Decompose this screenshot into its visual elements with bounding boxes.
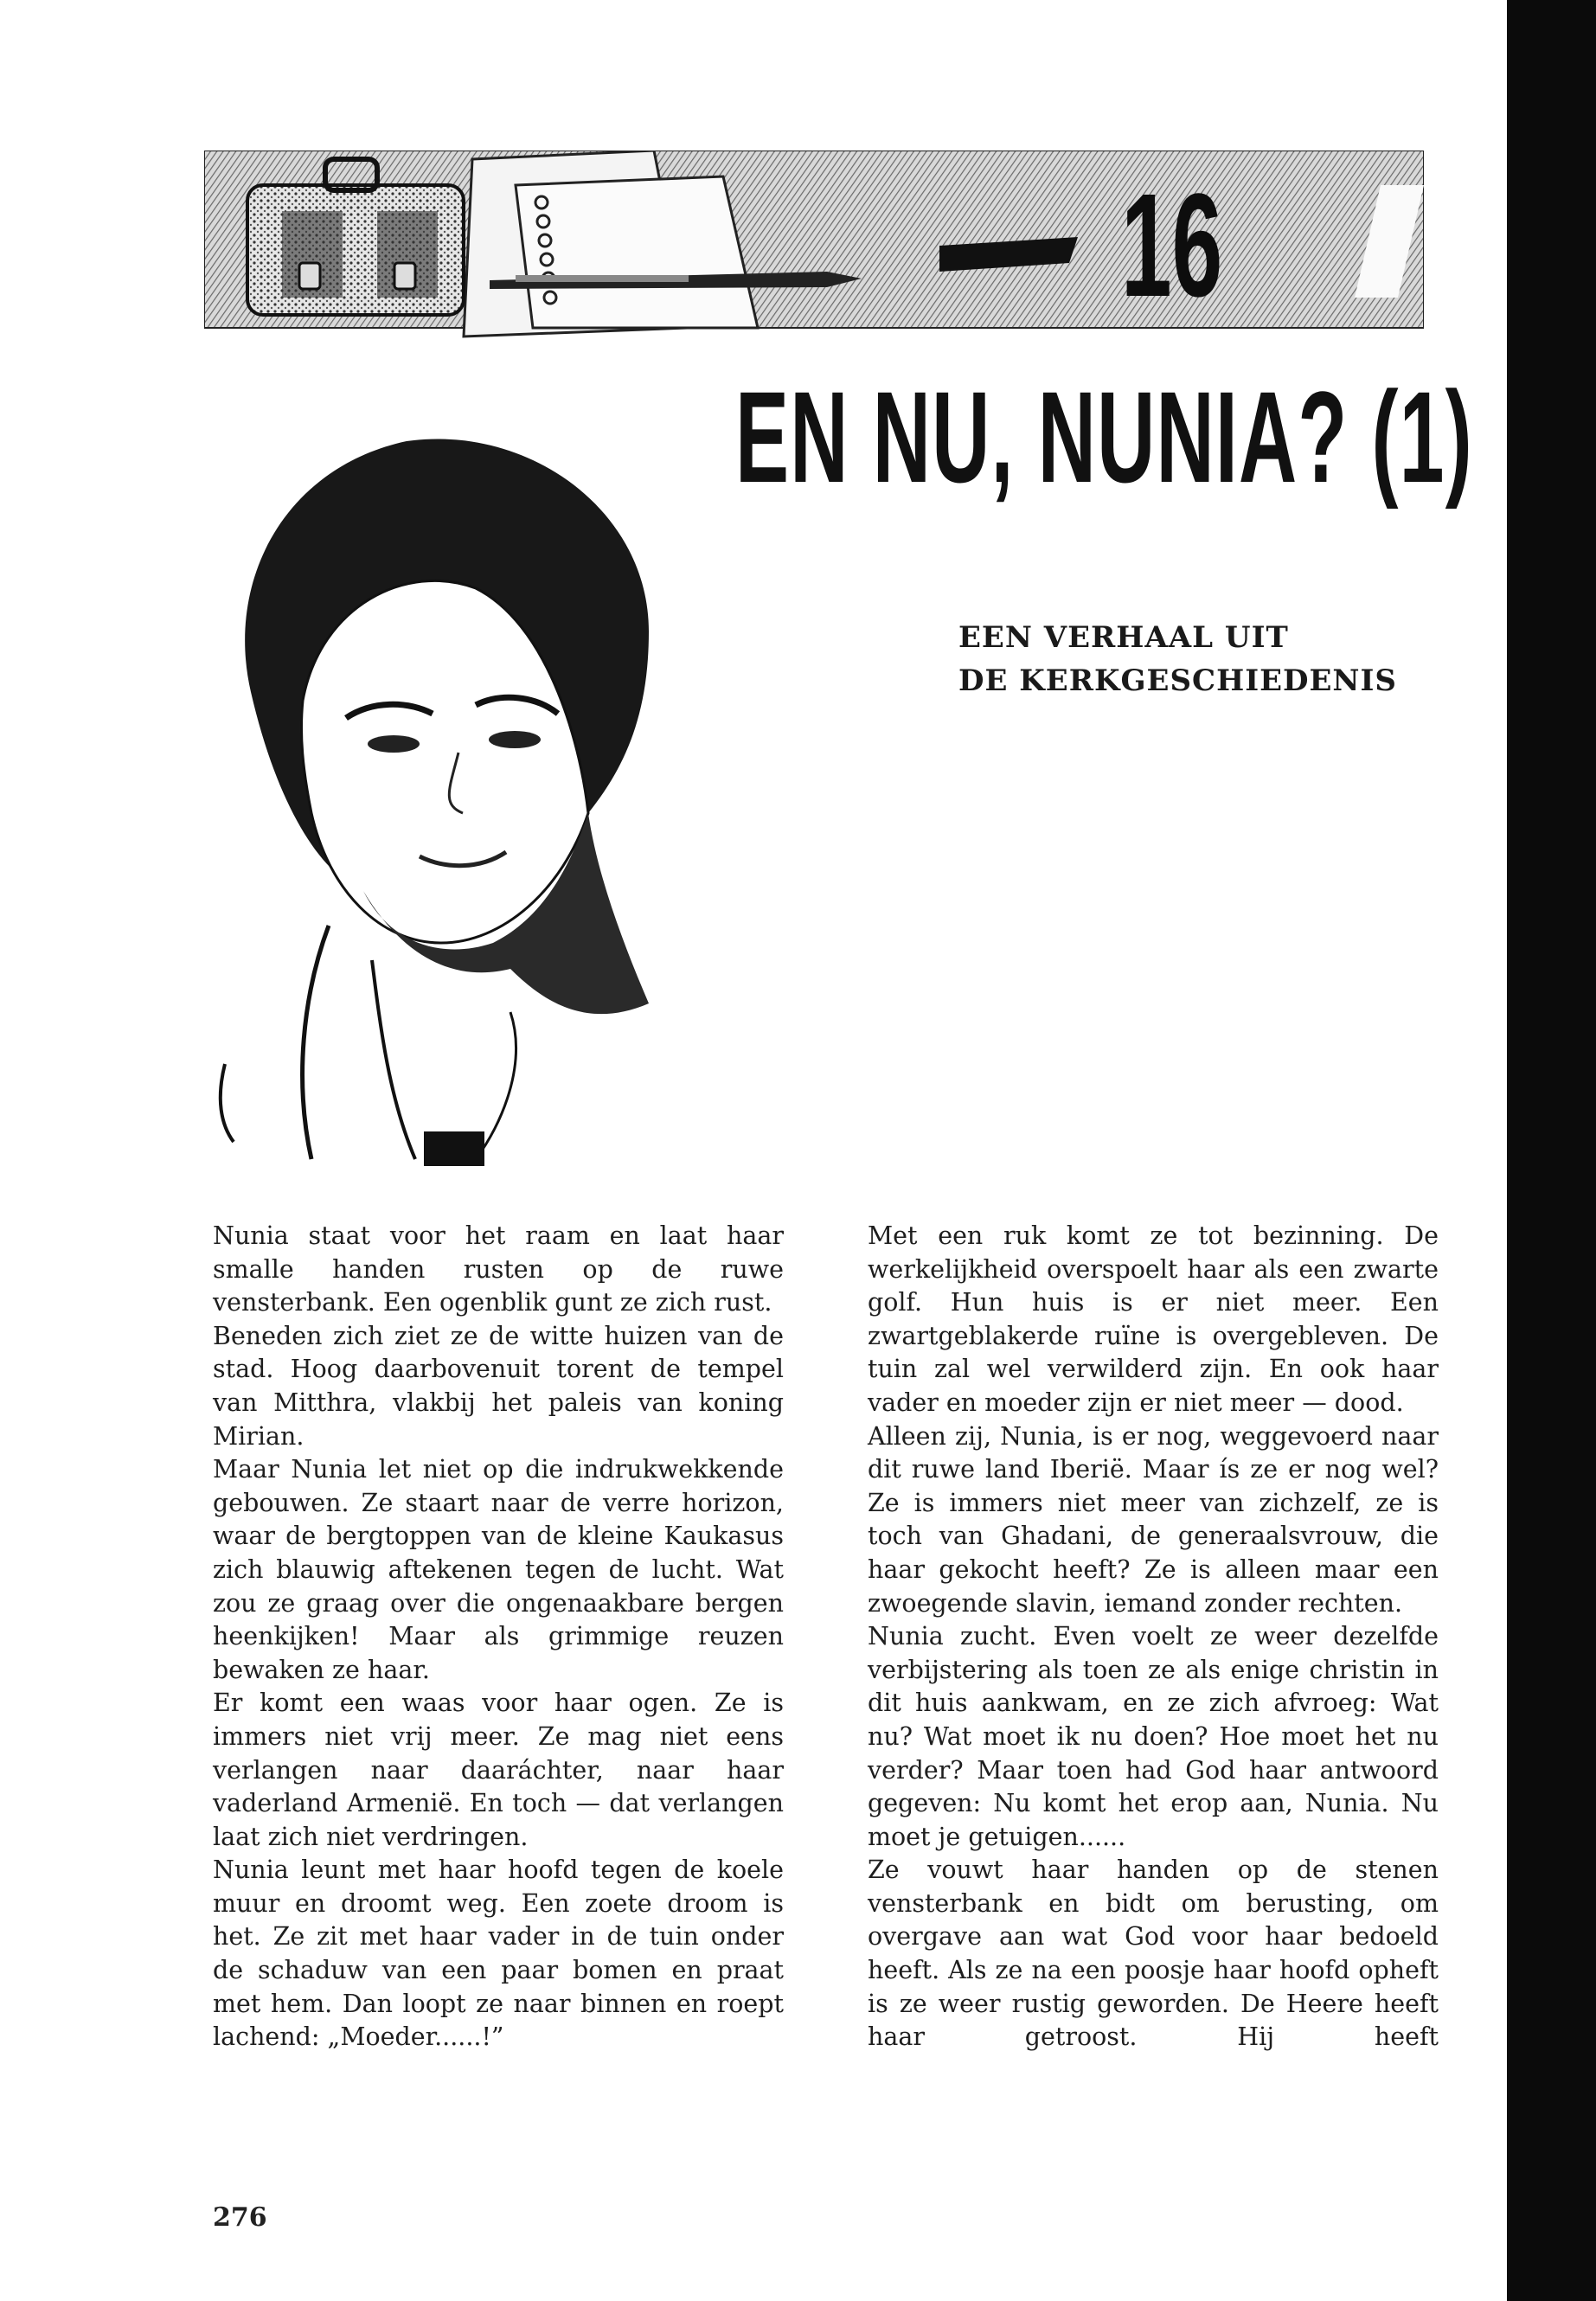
- chapter-banner-illustration: [204, 151, 1424, 339]
- paragraph: Met een ruk komt ze tot bezinning. De werkelijkheid overspoelt haar als een zwarte golf. Hun huis is er niet meer. Een zwartgeblakerde ruïne is overgebleven. De tuin zal wel verwilderd zijn. En ook haar vader en moeder zijn er niet meer — dood.: [868, 1221, 1439, 1417]
- page-title: EN NU, NUNIA? (1): [735, 364, 1473, 510]
- article-left-column: [213, 1220, 784, 2054]
- article-right-column: [868, 1220, 1439, 2054]
- paragraph: Alleen zij, Nunia, is er nog, weggevoerd naar dit ruwe land Iberië. Maar ís ze er nog wel? Ze is immers niet meer van zichzelf, ze is toch van Ghadani, de generaalsvrouw, die haar gekocht heeft? Ze is alleen maar een zwoegende slavin, iemand zonder rechten.: [868, 1421, 1439, 1618]
- papers-icon: [464, 151, 758, 336]
- chapter-number: 16: [1121, 163, 1223, 328]
- paragraph: Nunia zucht. Even voelt ze weer dezelfde verbijstering als toen ze als enige christin in dit huis aankwam, en ze zich afvroeg: Wat nu? Wat moet ik nu doen? Hoe moet het nu verder? Maar toen had God haar antwoord gegeven: Nu komt het erop aan, Nunia. Nu moet je getuigen......: [868, 1622, 1439, 1851]
- paragraph: Beneden zich ziet ze de witte huizen van de stad. Hoog daarbovenuit torent de tempel van Mitthra, vlakbij het paleis van koning Mirian.: [213, 1321, 784, 1451]
- subtitle-line: EEN VERHAAL UIT: [958, 620, 1289, 655]
- girl-portrait-illustration: [216, 407, 701, 1168]
- subtitle: [958, 616, 1443, 702]
- paragraph: Er komt een waas voor haar ogen. Ze is immers niet vrij meer. Ze mag niet eens verlangen naar daaráchter, naar haar vaderland Armenië. En toch — dat verlangen laat zich niet verdringen.: [213, 1689, 784, 1851]
- paragraph: Nunia leunt met haar hoofd tegen de koele muur en droomt weg. Een zoete droom is het. Ze zit met haar vader in de tuin onder de schaduw van een paar bomen en praat met hem. Dan loopt ze naar binnen en roept lachend: „Moeder......!”: [213, 1856, 784, 2052]
- paragraph: Maar Nunia let niet op die indrukwekkende gebouwen. Ze staart naar de verre horizon, waar de bergtoppen van de kleine Kaukasus zich blauwig aftekenen tegen de lucht. Wat zou ze graag over die ongenaakbare bergen heenkijken! Maar als grimmige reuzen bewaken ze haar.: [213, 1455, 784, 1684]
- subtitle-line: DE KERKGESCHIEDENIS: [958, 663, 1397, 698]
- paragraph: Ze vouwt haar handen op de stenen vensterbank en bidt om berusting, om overgave aan wat God voor haar bedoeld heeft. Als ze na een poosje haar hoofd opheft is ze weer rustig geworden. De Heere heeft haar getroost. Hij heeft: [868, 1856, 1439, 2052]
- page-number: 276: [213, 2202, 267, 2233]
- page-edge-bar: [1507, 0, 1596, 2301]
- paragraph: Nunia staat voor het raam en laat haar smalle handen rusten op de ruwe vensterbank. Een ogenblik gunt ze zich rust.: [213, 1221, 784, 1317]
